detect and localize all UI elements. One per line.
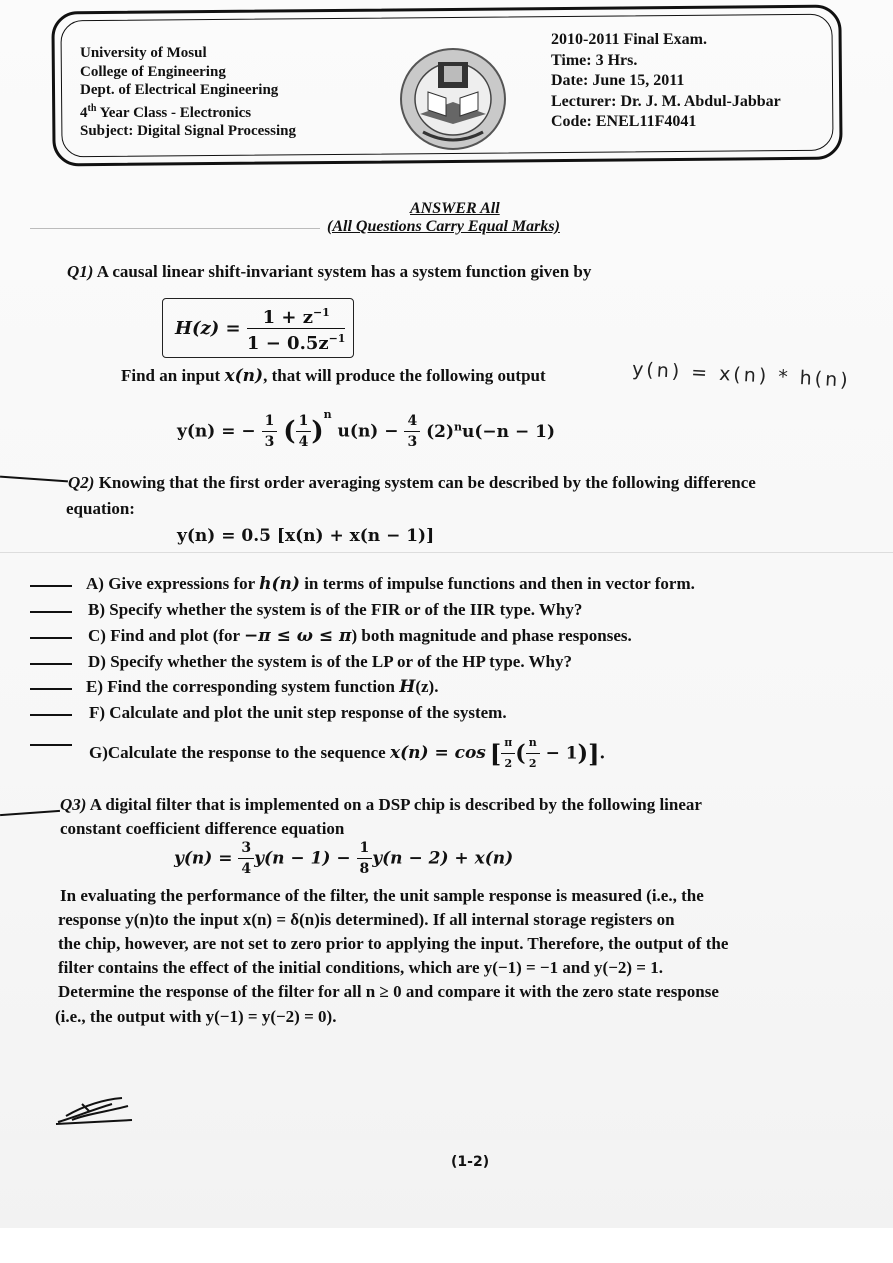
q3-difference-equation: y(n) = $\frac{3}{4}$ y(n − 1) − $\frac{1}{8}$ y(n − 2) + x(n) bbox=[174, 840, 514, 877]
q2-statement: Q2) Knowing that the first order averaging system can be described by the following difference bbox=[68, 473, 756, 492]
q2-part-item: F) Calculate and plot the unit step response of the system. bbox=[89, 703, 507, 722]
q1-label: Q1) bbox=[67, 262, 94, 281]
department-name: Dept. of Electrical Engineering bbox=[80, 82, 279, 98]
exam-title: 2010-2011 Final Exam. bbox=[551, 31, 708, 48]
q3-label: Q3) bbox=[60, 795, 87, 814]
q1-output-formula: y(n) = − $\frac{1}{3}$ ( $\frac{1}{4}$ )$^n$ u(n) − $\frac{4}{3}$ $(2)^nu(-n - 1)$ bbox=[177, 408, 555, 450]
signature-icon bbox=[52, 1090, 136, 1130]
q1-statement: Q1) A causal linear shift-invariant system has a system function given by bbox=[67, 262, 592, 281]
q2-part-item: E) Find the corresponding system function H(z). bbox=[86, 677, 439, 697]
q2-label: Q2) bbox=[68, 473, 95, 492]
lecturer: Lecturer: Dr. J. M. Abdul-Jabbar bbox=[551, 92, 781, 110]
q2-difference-equation: y(n) = 0.5 [x(n) + x(n − 1)] bbox=[177, 526, 435, 546]
q3-statement: Q3) A digital filter that is implemented on a DSP chip is described by the following linear bbox=[60, 795, 702, 814]
institution-block bbox=[80, 44, 296, 141]
q2-part-item: C) Find and plot (for −π ≤ ω ≤ π) both magnitude and phase responses. bbox=[88, 626, 632, 646]
course-code: Code: ENEL11F4041 bbox=[551, 113, 697, 130]
answer-all-heading: ANSWER All bbox=[410, 200, 500, 217]
q2-g-argument: [ $\frac{\pi}{2}$ ( $\frac{n}{2}$ − 1)]. bbox=[490, 743, 605, 763]
q1-hz-formula: H(z) = $\frac{1 + z^{-1}}{1 - 0.5z^{-1}}$ bbox=[175, 303, 345, 354]
q3-body-line: In evaluating the performance of the filter, the unit sample response is measured (i.e., the bbox=[60, 886, 704, 905]
q2-part-item: A) Give expressions for h(n) in terms of impulse functions and then in vector form. bbox=[86, 574, 695, 594]
college-name: College of Engineering bbox=[80, 63, 226, 80]
q3-body-line: the chip, however, are not set to zero prior to applying the input. Therefore, the output of the bbox=[58, 934, 729, 953]
equal-marks-note: (All Questions Carry Equal Marks) bbox=[327, 218, 560, 235]
subject-name: Subject: Digital Signal Processing bbox=[80, 123, 296, 139]
class-year: 4th Year Class - Electronics bbox=[80, 102, 252, 121]
exam-info-block bbox=[551, 30, 781, 133]
handwritten-convolution-note: y(n) = x(n) * h(n) bbox=[631, 358, 852, 392]
q2-part-item: D) Specify whether the system is of the LP or of the HP type. Why? bbox=[88, 652, 572, 671]
page-number: (1-2) bbox=[451, 1154, 490, 1170]
university-seal-icon bbox=[398, 44, 508, 154]
q1-find-input: Find an input x(n), that will produce the following output bbox=[121, 366, 546, 386]
q3-statement-cont: constant coefficient difference equation bbox=[60, 819, 345, 838]
university-name: University of Mosul bbox=[80, 45, 207, 61]
exam-time: Time: 3 Hrs. bbox=[551, 51, 638, 69]
q3-body-line: Determine the response of the filter for all n ≥ 0 and compare it with the zero state response bbox=[58, 982, 719, 1001]
q3-body-line: (i.e., the output with y(−1) = y(−2) = 0). bbox=[55, 1007, 337, 1026]
q3-body-line: response y(n)to the input x(n) = δ(n)is determined). If all internal storage registers on bbox=[58, 910, 675, 929]
q2-part-item: B) Specify whether the system is of the FIR or of the IIR type. Why? bbox=[88, 600, 583, 619]
q2-statement-cont: equation: bbox=[66, 499, 135, 518]
q3-body-line: filter contains the effect of the initial conditions, which are y(−1) = −1 and y(−2) = 1. bbox=[58, 958, 663, 977]
q2-part-item: G)Calculate the response to the sequence x(n) = cos [ $\frac{\pi}{2}$ ( $\frac{n}{2}$ − 1)]. bbox=[89, 733, 605, 774]
exam-date: Date: June 15, 2011 bbox=[551, 72, 685, 89]
